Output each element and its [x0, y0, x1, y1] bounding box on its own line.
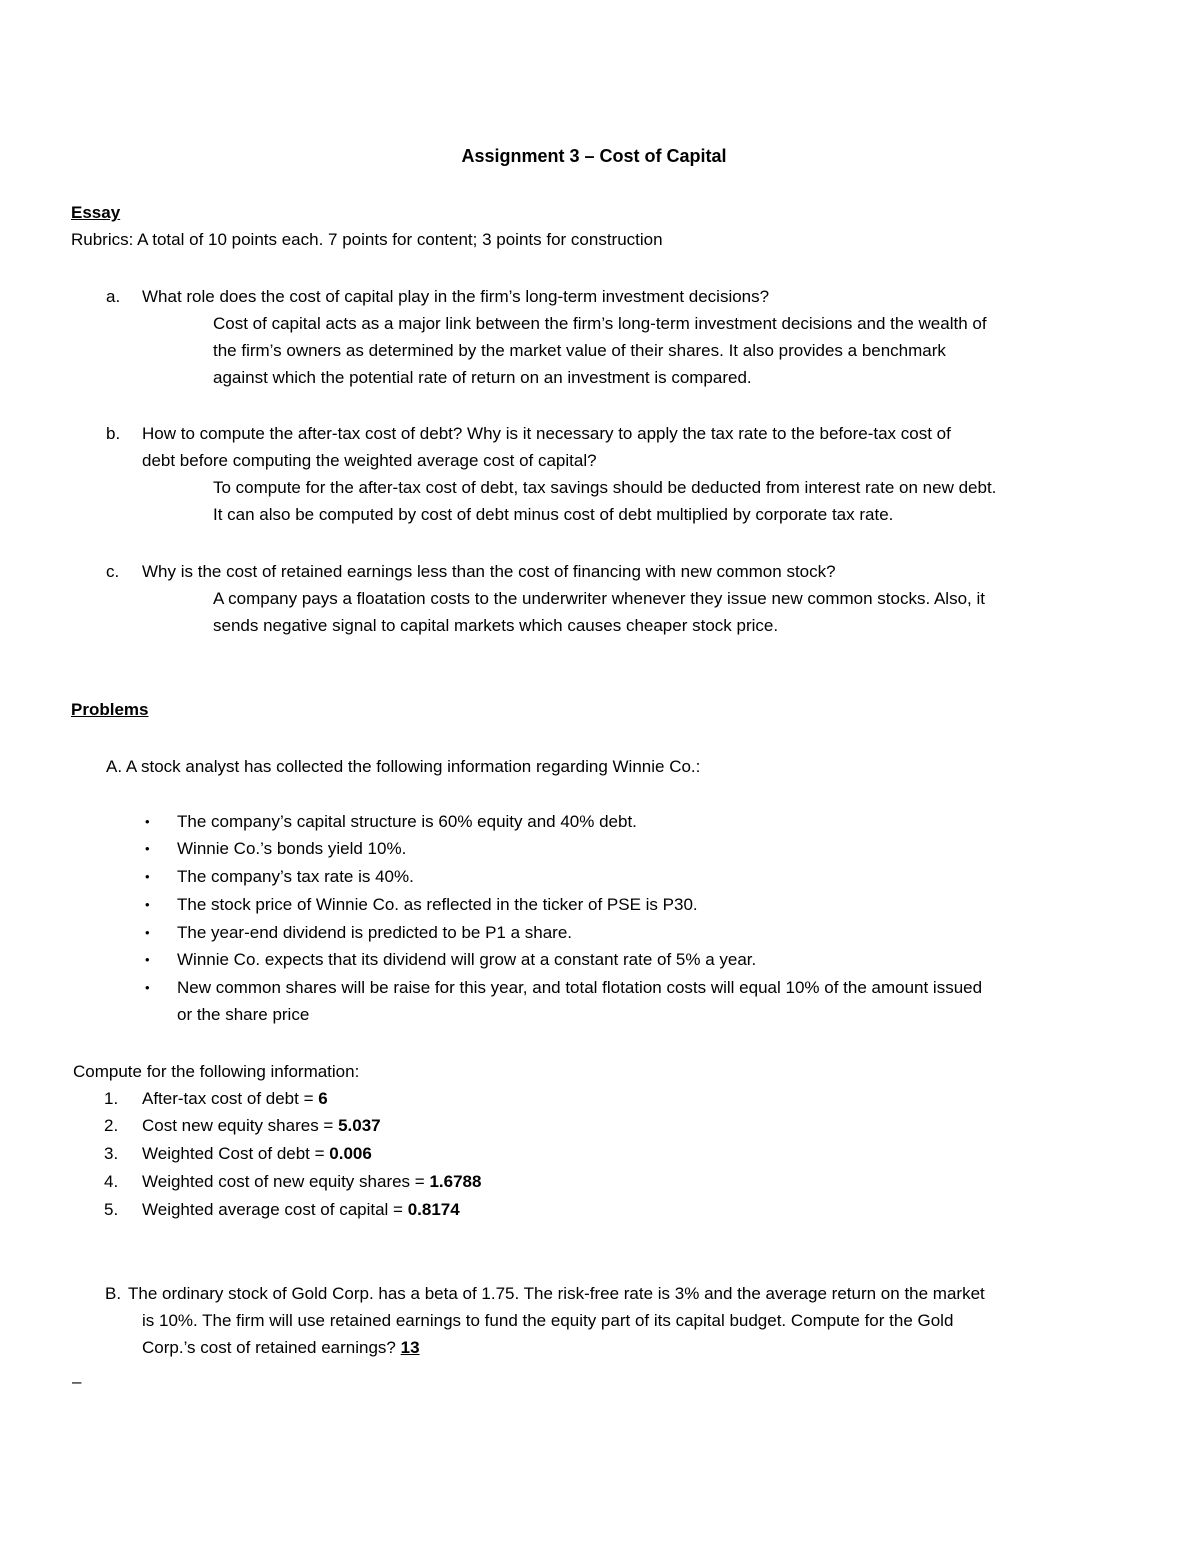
compute-item: [104, 1085, 118, 1112]
problem-b-question: Corp.’s cost of retained earnings?: [142, 1338, 401, 1357]
question-marker: b.: [106, 424, 121, 443]
item-label: Weighted average cost of capital =: [142, 1200, 408, 1219]
list-item: Winnie Co. expects that its dividend will grow at a constant rate of 5% a year.: [177, 950, 757, 969]
question-text: Why is the cost of retained earnings less than the cost of financing with new common stock?: [142, 562, 836, 581]
list-item: The stock price of Winnie Co. as reflected in the ticker of PSE is P30.: [177, 895, 698, 914]
item-label: Weighted Cost of debt =: [142, 1144, 330, 1163]
item-number: 4.: [104, 1172, 119, 1191]
list-item: New common shares will be raise for this year, and total flotation costs will equal 10% of the amount issued: [177, 978, 983, 997]
list-item: The company’s tax rate is 40%.: [177, 867, 414, 886]
problem-b-marker: B.: [105, 1284, 122, 1303]
compute-item-text: [142, 1168, 481, 1195]
list-item: The year-end dividend is predicted to be P1 a share.: [177, 923, 573, 942]
bullet-icon: •: [145, 897, 150, 912]
bullet-icon: •: [145, 980, 150, 995]
list-item: The company’s capital structure is 60% equity and 40% debt.: [177, 812, 637, 831]
answer-text: To compute for the after-tax cost of debt, tax savings should be deducted from interest rate on new debt.: [213, 478, 997, 497]
compute-item: [104, 1168, 118, 1195]
problem-b-text: is 10%. The firm will use retained earnings to fund the equity part of its capital budget. Compute for the Gold: [142, 1311, 954, 1330]
compute-item-text: [142, 1112, 381, 1139]
item-answer: 6: [318, 1089, 328, 1108]
question-text: debt before computing the weighted average cost of capital?: [142, 451, 597, 470]
list-item-continuation: or the share price: [177, 1005, 310, 1024]
item-number: 1.: [104, 1089, 119, 1108]
essay-heading: Essay: [71, 203, 121, 222]
question-text: What role does the cost of capital play in the firm’s long-term investment decisions?: [142, 287, 770, 306]
compute-label: Compute for the following information:: [73, 1062, 360, 1081]
rubrics-text: Rubrics: A total of 10 points each. 7 points for content; 3 points for construction: [71, 230, 663, 249]
problem-b-answer: 13: [400, 1338, 420, 1357]
compute-item: [104, 1112, 118, 1139]
bullet-icon: •: [145, 841, 150, 856]
item-label: After-tax cost of debt =: [142, 1089, 319, 1108]
item-answer: 5.037: [338, 1116, 381, 1135]
problems-heading: Problems: [71, 700, 149, 719]
item-label: Weighted cost of new equity shares =: [142, 1172, 430, 1191]
item-number: 5.: [104, 1200, 119, 1219]
answer-text: It can also be computed by cost of debt minus cost of debt multiplied by corporate tax rate.: [213, 505, 894, 524]
problem-a-intro: A. A stock analyst has collected the following information regarding Winnie Co.:: [106, 757, 701, 776]
compute-item-text: [142, 1196, 460, 1223]
problem-b-text: [142, 1334, 420, 1361]
answer-text: A company pays a floatation costs to the underwriter whenever they issue new common stocks. Also, it: [213, 589, 985, 608]
bullet-icon: •: [145, 925, 150, 940]
bullet-icon: •: [145, 869, 150, 884]
question-marker: a.: [106, 287, 121, 306]
answer-text: against which the potential rate of return on an investment is compared.: [213, 368, 752, 387]
list-item: Winnie Co.’s bonds yield 10%.: [177, 839, 407, 858]
item-number: 2.: [104, 1116, 119, 1135]
question-marker: c.: [106, 562, 120, 581]
item-label: Cost new equity shares =: [142, 1116, 339, 1135]
compute-item: [104, 1140, 118, 1167]
item-number: 3.: [104, 1144, 119, 1163]
bullet-icon: •: [145, 952, 150, 967]
trailing-mark: –: [72, 1372, 82, 1391]
item-answer: 1.6788: [429, 1172, 482, 1191]
page-title: Assignment 3 – Cost of Capital: [461, 146, 727, 166]
compute-item: [104, 1196, 118, 1223]
item-answer: 0.006: [329, 1144, 372, 1163]
answer-text: sends negative signal to capital markets which causes cheaper stock price.: [213, 616, 779, 635]
problem-b-text: The ordinary stock of Gold Corp. has a beta of 1.75. The risk-free rate is 3% and the average return on the market: [128, 1284, 985, 1303]
question-text: How to compute the after-tax cost of debt? Why is it necessary to apply the tax rate to the before-tax cost of: [142, 424, 951, 443]
bullet-icon: •: [145, 814, 150, 829]
item-answer: 0.8174: [407, 1200, 460, 1219]
compute-item-text: [142, 1140, 372, 1167]
answer-text: Cost of capital acts as a major link between the firm’s long-term investment decisions and the wealth of: [213, 314, 987, 333]
answer-text: the firm’s owners as determined by the market value of their shares. It also provides a benchmark: [213, 341, 946, 360]
compute-item-text: [142, 1085, 328, 1112]
